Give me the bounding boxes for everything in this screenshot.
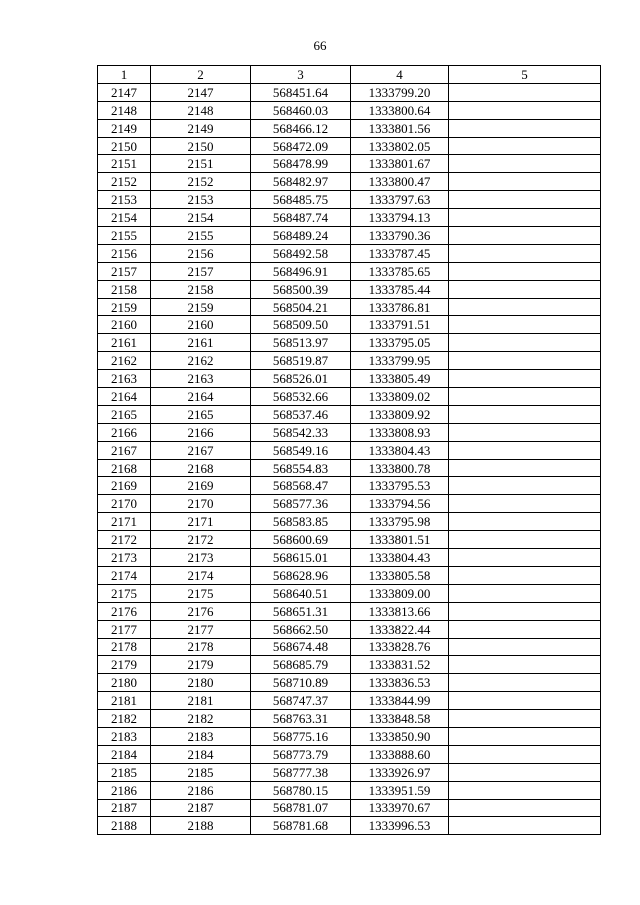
table-cell: 2181 [151, 692, 251, 710]
table-cell: 1333996.53 [351, 817, 449, 835]
table-cell [449, 262, 601, 280]
table-cell: 568554.83 [251, 459, 351, 477]
table-cell: 1333797.63 [351, 191, 449, 209]
table-cell: 1333844.99 [351, 692, 449, 710]
table-cell: 568496.91 [251, 262, 351, 280]
table-cell: 1333785.65 [351, 262, 449, 280]
table-cell: 568513.97 [251, 334, 351, 352]
table-cell: 2172 [151, 531, 251, 549]
table-cell: 2180 [151, 674, 251, 692]
column-header: 3 [251, 66, 351, 84]
table-cell: 568466.12 [251, 119, 351, 137]
table-cell [449, 334, 601, 352]
table-cell: 2159 [151, 298, 251, 316]
table-cell: 2154 [98, 209, 151, 227]
column-header: 2 [151, 66, 251, 84]
table-cell: 2155 [151, 227, 251, 245]
table-cell [449, 405, 601, 423]
table-cell [449, 441, 601, 459]
table-cell: 2173 [151, 549, 251, 567]
table-cell: 1333926.97 [351, 763, 449, 781]
table-row [98, 710, 601, 728]
table-cell: 2163 [98, 370, 151, 388]
table-cell [449, 209, 601, 227]
table-cell: 568478.99 [251, 155, 351, 173]
table-cell: 2160 [98, 316, 151, 334]
table-cell: 2183 [98, 727, 151, 745]
table-row [98, 549, 601, 567]
table-cell: 1333888.60 [351, 745, 449, 763]
table-cell: 2160 [151, 316, 251, 334]
table-row [98, 119, 601, 137]
table-cell: 2148 [98, 101, 151, 119]
table-cell: 2186 [98, 781, 151, 799]
table-cell: 1333809.92 [351, 405, 449, 423]
table-cell: 1333790.36 [351, 227, 449, 245]
table-row [98, 513, 601, 531]
table-cell: 2164 [98, 388, 151, 406]
table-cell: 1333805.58 [351, 566, 449, 584]
table-cell: 2147 [151, 83, 251, 101]
table-row [98, 692, 601, 710]
table-cell: 2181 [98, 692, 151, 710]
table-cell: 1333836.53 [351, 674, 449, 692]
table-cell: 1333951.59 [351, 781, 449, 799]
table-cell: 2175 [151, 584, 251, 602]
table-cell: 2184 [151, 745, 251, 763]
table-row [98, 334, 601, 352]
table-cell: 2169 [151, 477, 251, 495]
table-cell: 2188 [98, 817, 151, 835]
table-cell [449, 602, 601, 620]
column-header: 5 [449, 66, 601, 84]
table-cell: 2156 [151, 244, 251, 262]
table-cell: 568781.07 [251, 799, 351, 817]
table-cell: 2170 [98, 495, 151, 513]
table-row [98, 781, 601, 799]
table-cell: 2185 [151, 763, 251, 781]
table-cell [449, 459, 601, 477]
table-cell: 568542.33 [251, 423, 351, 441]
table-cell: 2161 [151, 334, 251, 352]
table-cell: 2151 [151, 155, 251, 173]
page-number: 66 [313, 38, 327, 53]
table-cell: 2162 [98, 352, 151, 370]
table-row [98, 370, 601, 388]
table-cell: 568504.21 [251, 298, 351, 316]
table-row [98, 352, 601, 370]
table-cell: 1333794.56 [351, 495, 449, 513]
table-row [98, 799, 601, 817]
table-cell: 2187 [98, 799, 151, 817]
table-row [98, 763, 601, 781]
table-cell [449, 370, 601, 388]
table-cell [449, 119, 601, 137]
table-cell [449, 137, 601, 155]
table-cell: 568549.16 [251, 441, 351, 459]
table-cell: 2161 [98, 334, 151, 352]
table-cell: 1333785.44 [351, 280, 449, 298]
table-cell [449, 155, 601, 173]
table-cell: 2186 [151, 781, 251, 799]
table-cell: 2171 [98, 513, 151, 531]
table-cell: 568685.79 [251, 656, 351, 674]
table-cell: 2172 [98, 531, 151, 549]
table-cell: 568628.96 [251, 566, 351, 584]
table-cell: 1333802.05 [351, 137, 449, 155]
table-cell: 1333795.05 [351, 334, 449, 352]
table-cell: 568460.03 [251, 101, 351, 119]
table-cell: 2152 [98, 173, 151, 191]
table-row [98, 423, 601, 441]
table-cell: 2173 [98, 549, 151, 567]
table-row [98, 566, 601, 584]
table-cell: 2166 [98, 423, 151, 441]
table-cell: 1333850.90 [351, 727, 449, 745]
table-row [98, 620, 601, 638]
table-cell [449, 101, 601, 119]
table-cell: 2165 [151, 405, 251, 423]
table-cell [449, 173, 601, 191]
table-cell: 568781.68 [251, 817, 351, 835]
table-cell [449, 674, 601, 692]
table-cell [449, 763, 601, 781]
table-cell [449, 817, 601, 835]
table-row [98, 602, 601, 620]
table-cell: 2179 [98, 656, 151, 674]
table-row [98, 388, 601, 406]
table-cell: 2153 [98, 191, 151, 209]
table-cell [449, 495, 601, 513]
table-cell: 2150 [151, 137, 251, 155]
table-cell: 1333800.47 [351, 173, 449, 191]
table-cell: 1333831.52 [351, 656, 449, 674]
table-cell: 568489.24 [251, 227, 351, 245]
table-cell: 2151 [98, 155, 151, 173]
table-cell [449, 280, 601, 298]
table-cell: 568777.38 [251, 763, 351, 781]
table-cell: 1333848.58 [351, 710, 449, 728]
column-header: 1 [98, 66, 151, 84]
table-cell: 1333808.93 [351, 423, 449, 441]
table-cell: 1333799.95 [351, 352, 449, 370]
table-cell: 568780.15 [251, 781, 351, 799]
table-cell: 2170 [151, 495, 251, 513]
table-header-row [98, 66, 601, 84]
table-cell [449, 423, 601, 441]
table-cell: 1333799.20 [351, 83, 449, 101]
table-cell: 568451.64 [251, 83, 351, 101]
table-cell: 568482.97 [251, 173, 351, 191]
table-cell: 2158 [98, 280, 151, 298]
table-row [98, 727, 601, 745]
table-cell: 2179 [151, 656, 251, 674]
table-cell [449, 566, 601, 584]
table-cell: 2185 [98, 763, 151, 781]
table-row [98, 280, 601, 298]
table-cell [449, 227, 601, 245]
table-cell: 568509.50 [251, 316, 351, 334]
table-cell: 2159 [98, 298, 151, 316]
table-cell: 2149 [151, 119, 251, 137]
table-cell [449, 620, 601, 638]
table-cell: 1333801.67 [351, 155, 449, 173]
table-row [98, 227, 601, 245]
table-cell: 568568.47 [251, 477, 351, 495]
table-cell: 568492.58 [251, 244, 351, 262]
table-cell: 2165 [98, 405, 151, 423]
table-cell: 2167 [151, 441, 251, 459]
table-cell: 568710.89 [251, 674, 351, 692]
table-row [98, 531, 601, 549]
table-row [98, 495, 601, 513]
table-cell: 2157 [98, 262, 151, 280]
table-cell: 2166 [151, 423, 251, 441]
table-cell [449, 531, 601, 549]
table-cell [449, 638, 601, 656]
table-cell: 2157 [151, 262, 251, 280]
table-row [98, 155, 601, 173]
table-row [98, 191, 601, 209]
table-cell [449, 477, 601, 495]
table-cell [449, 549, 601, 567]
table-cell: 1333795.98 [351, 513, 449, 531]
table-cell [449, 710, 601, 728]
table-cell: 568583.85 [251, 513, 351, 531]
column-header: 4 [351, 66, 449, 84]
table-cell: 2149 [98, 119, 151, 137]
table-row [98, 584, 601, 602]
table-cell: 2153 [151, 191, 251, 209]
table-cell: 2176 [151, 602, 251, 620]
table-cell: 2174 [98, 566, 151, 584]
table-cell: 568485.75 [251, 191, 351, 209]
table-cell [449, 781, 601, 799]
table-cell: 568472.09 [251, 137, 351, 155]
table-cell: 2155 [98, 227, 151, 245]
coordinates-table [97, 65, 601, 835]
table-cell [449, 83, 601, 101]
table-cell: 1333787.45 [351, 244, 449, 262]
table-cell: 2158 [151, 280, 251, 298]
table-cell: 2169 [98, 477, 151, 495]
table-cell [449, 316, 601, 334]
table-cell: 568775.16 [251, 727, 351, 745]
table-cell: 2163 [151, 370, 251, 388]
table-cell: 568526.01 [251, 370, 351, 388]
table-cell: 568640.51 [251, 584, 351, 602]
table-cell: 1333804.43 [351, 549, 449, 567]
table-cell: 2175 [98, 584, 151, 602]
table-cell: 2167 [98, 441, 151, 459]
table-row [98, 316, 601, 334]
table-cell: 2182 [98, 710, 151, 728]
table-cell [449, 799, 601, 817]
table-cell: 2183 [151, 727, 251, 745]
table-cell: 568662.50 [251, 620, 351, 638]
table-cell: 1333800.64 [351, 101, 449, 119]
table-cell: 1333828.76 [351, 638, 449, 656]
table-cell [449, 244, 601, 262]
table-cell: 568532.66 [251, 388, 351, 406]
table-cell: 1333800.78 [351, 459, 449, 477]
table-cell: 1333791.51 [351, 316, 449, 334]
table-cell [449, 745, 601, 763]
table-cell [449, 388, 601, 406]
table-cell: 1333801.51 [351, 531, 449, 549]
table-cell: 2148 [151, 101, 251, 119]
table-row [98, 459, 601, 477]
table-cell: 1333822.44 [351, 620, 449, 638]
table-cell: 2162 [151, 352, 251, 370]
table-cell: 568487.74 [251, 209, 351, 227]
table-cell: 1333801.56 [351, 119, 449, 137]
table-row [98, 674, 601, 692]
table-cell [449, 513, 601, 531]
table-cell: 2182 [151, 710, 251, 728]
table-cell: 2164 [151, 388, 251, 406]
table-cell: 2178 [151, 638, 251, 656]
table-row [98, 83, 601, 101]
table-cell: 1333813.66 [351, 602, 449, 620]
table-row [98, 173, 601, 191]
table-row [98, 441, 601, 459]
table-cell [449, 298, 601, 316]
table-row [98, 477, 601, 495]
table-cell: 2184 [98, 745, 151, 763]
table-row [98, 745, 601, 763]
table-cell: 2188 [151, 817, 251, 835]
table-cell [449, 584, 601, 602]
table-cell: 2168 [98, 459, 151, 477]
table-cell: 568600.69 [251, 531, 351, 549]
table-cell: 1333786.81 [351, 298, 449, 316]
table-cell: 1333809.02 [351, 388, 449, 406]
table-cell: 568773.79 [251, 745, 351, 763]
table-row [98, 209, 601, 227]
table-cell: 2177 [98, 620, 151, 638]
table-cell: 568500.39 [251, 280, 351, 298]
table-cell [449, 727, 601, 745]
table-cell: 1333795.53 [351, 477, 449, 495]
table-cell [449, 191, 601, 209]
table-row [98, 405, 601, 423]
table-cell: 1333809.00 [351, 584, 449, 602]
table-cell: 2176 [98, 602, 151, 620]
table-cell [449, 692, 601, 710]
table-cell: 2156 [98, 244, 151, 262]
table-cell: 2187 [151, 799, 251, 817]
table-cell: 1333805.49 [351, 370, 449, 388]
table-cell: 1333794.13 [351, 209, 449, 227]
table-cell [449, 352, 601, 370]
table-cell: 568651.31 [251, 602, 351, 620]
table-row [98, 298, 601, 316]
table-cell: 568674.48 [251, 638, 351, 656]
table-cell: 2180 [98, 674, 151, 692]
table-cell: 2150 [98, 137, 151, 155]
table-body [98, 83, 601, 834]
table-cell: 1333804.43 [351, 441, 449, 459]
table-cell: 2152 [151, 173, 251, 191]
table-cell: 1333970.67 [351, 799, 449, 817]
table-cell: 568537.46 [251, 405, 351, 423]
table-cell: 568577.36 [251, 495, 351, 513]
table-row [98, 244, 601, 262]
table-row [98, 101, 601, 119]
table-cell: 2154 [151, 209, 251, 227]
table-row [98, 137, 601, 155]
table-cell: 568519.87 [251, 352, 351, 370]
table-cell [449, 656, 601, 674]
table-row [98, 817, 601, 835]
table-cell: 568615.01 [251, 549, 351, 567]
table-cell: 2171 [151, 513, 251, 531]
table-row [98, 638, 601, 656]
table-row [98, 656, 601, 674]
table-cell: 2174 [151, 566, 251, 584]
table-cell: 2168 [151, 459, 251, 477]
table-cell: 568763.31 [251, 710, 351, 728]
table-cell: 2178 [98, 638, 151, 656]
table-cell: 2177 [151, 620, 251, 638]
table-cell: 2147 [98, 83, 151, 101]
table-cell: 568747.37 [251, 692, 351, 710]
table-row [98, 262, 601, 280]
